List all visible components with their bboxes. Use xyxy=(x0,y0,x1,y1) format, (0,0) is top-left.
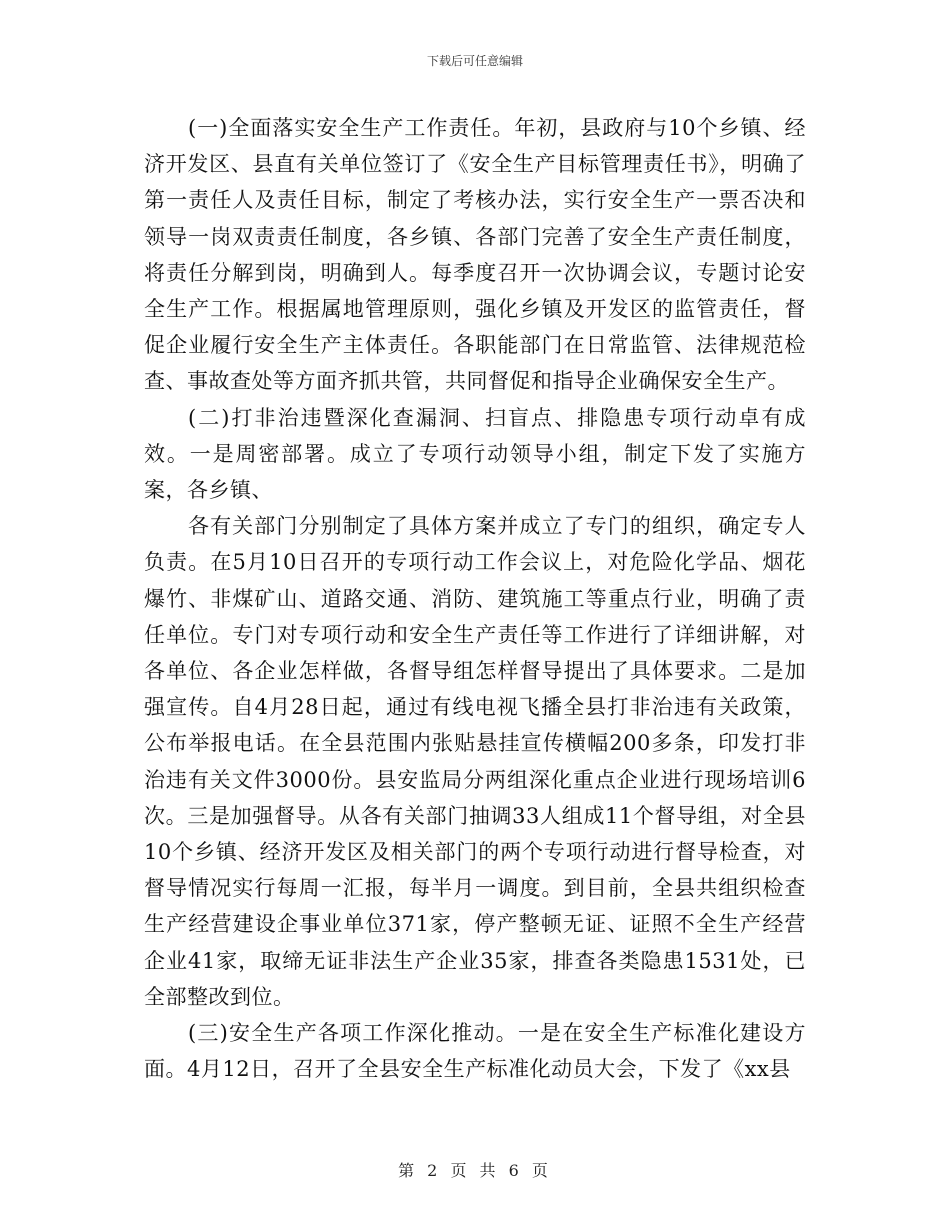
document-body xyxy=(144,110,806,1087)
page-number-footer: 第 2 页 共 6 页 xyxy=(398,1161,552,1180)
paragraph-special-action-details: 各有关部门分别制定了具体方案并成立了专门的组织，确定专人负责。在5月10日召开的专项行动工作会议上，对危险化学品、烟花爆竹、非煤矿山、道路交通、消防、建筑施工等重点行业，明确了责任单位。专门对专项行动和安全生产责任等工作进行了详细讲解，对各单位、各企业怎样做，各督导组怎样督导提出了具体要求。二是加强宣传。自4月28日起，通过有线电视飞播全县打非治违有关政策，公布举报电话。在全县范围内张贴悬挂宣传横幅200多条，印发打非治违有关文件3000份。县安监局分两组深化重点企业进行现场培训6次。三是加强督导。从各有关部门抽调33人组成11个督导组，对全县10个乡镇、经济开发区及相关部门的两个专项行动进行督导检查，对督导情况实行每周一汇报，每半月一调度。到目前，全县共组织检查生产经营建设企事业单位371家，停产整顿无证、证照不全生产经营企业41家，取缔无证非法生产企业35家，排查各类隐患1531处，已全部整改到位。 xyxy=(144,514,806,1009)
page-header: 下载后可任意编辑 xyxy=(426,54,523,68)
paragraph-responsibility: (一)全面落实安全生产工作责任。年初，县政府与10个乡镇、经济开发区、县直有关单位签订了《安全生产目标管理责任书》，明确了第一责任人及责任目标，制定了考核办法，实行安全生产一票否决和领导一岗双责责任制度，各乡镇、各部门完善了安全生产责任制度，将责任分解到岗，明确到人。每季度召开一次协调会议，专题讨论安全生产工作。根据属地管理原则，强化乡镇及开发区的监管责任，督促企业履行安全生产主体责任。各职能部门在日常监管、法律规范检查、事故查处等方面齐抓共管，共同督促和指导企业确保安全生产。 xyxy=(144,116,806,394)
paragraph-special-action: (二)打非治违暨深化查漏洞、扫盲点、排隐患专项行动卓有成效。一是周密部署。成立了专项行动领导小组，制定下发了实施方案，各乡镇、 xyxy=(144,405,806,503)
paragraph-standardization: (三)安全生产各项工作深化推动。一是在安全生产标准化建设方面。4月12日，召开了全县安全生产标准化动员大会，下发了《xx县 xyxy=(144,1021,806,1082)
